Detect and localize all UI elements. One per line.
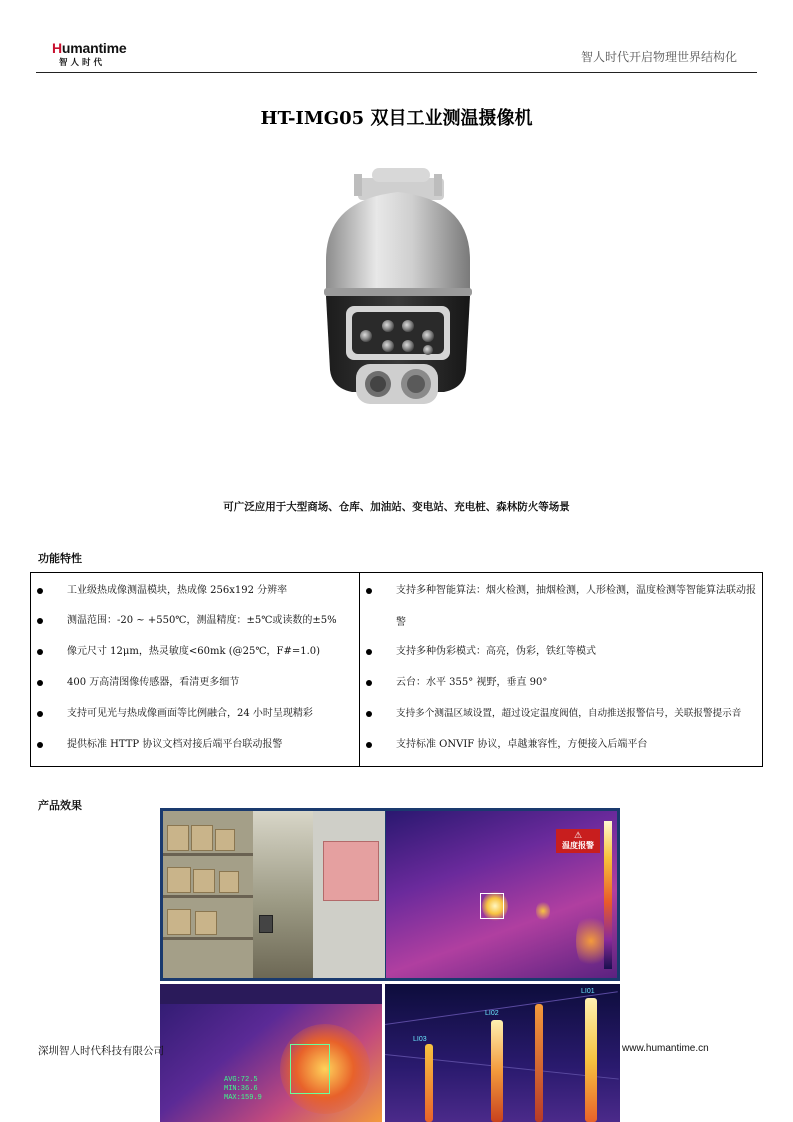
bullet-icon bbox=[366, 680, 372, 686]
bullet-icon bbox=[366, 649, 372, 655]
product-image-camera bbox=[316, 160, 480, 420]
warehouse-comparison-image bbox=[160, 808, 620, 981]
footer-company: 深圳智人时代科技有限公司 bbox=[38, 1045, 164, 1057]
thermal-view bbox=[386, 811, 617, 978]
feature-item: 支持多种伪彩模式：高亮，伪彩，铁红等模式 bbox=[396, 644, 756, 660]
feature-item: 400 万高清图像传感器，看清更多细节 bbox=[67, 675, 351, 691]
application-caption: 可广泛应用于大型商场、仓库、加油站、变电站、充电桩、森林防火等场景 bbox=[223, 501, 570, 513]
bullet-icon bbox=[37, 618, 43, 624]
features-right-column bbox=[360, 573, 762, 766]
warning-icon: ⚠ bbox=[573, 831, 583, 841]
header-slogan: 智人时代开启物理世界结构化 bbox=[580, 50, 737, 64]
bullet-icon bbox=[37, 742, 43, 748]
feature-item: 支持多个测温区域设置，超过设定温度阀值，自动推送报警信号，关联报警提示音 bbox=[396, 706, 756, 722]
feature-item: 支持标准 ONVIF 协议，卓越兼容性，方便接入后端平台 bbox=[396, 737, 756, 753]
bullet-icon bbox=[37, 711, 43, 717]
visible-light-view bbox=[163, 811, 385, 978]
bullet-icon bbox=[37, 680, 43, 686]
line-label: LI03 bbox=[413, 1036, 427, 1043]
bullet-icon bbox=[366, 588, 372, 594]
feature-item: 支持可见光与热成像画面等比例融合，24 小时呈现精彩 bbox=[67, 706, 351, 722]
page-title: HT-IMG05 双目工业测温摄像机 bbox=[260, 108, 533, 129]
logo-wordmark: Humantime bbox=[52, 40, 127, 56]
equipment-thermal-image bbox=[160, 984, 382, 1122]
feature-item: 云台：水平 355° 视野，垂直 90° bbox=[396, 675, 756, 691]
bullet-icon bbox=[37, 588, 43, 594]
feature-item: 测温范围：-20 ~ +550℃，测温精度：±5℃或读数的±5% bbox=[67, 613, 351, 629]
effects-heading: 产品效果 bbox=[38, 799, 82, 812]
logo-subtitle: 智人时代 bbox=[59, 58, 106, 68]
substation-thermal-image bbox=[385, 984, 620, 1122]
header-divider bbox=[36, 72, 757, 73]
feature-item: 工业级热成像测温模块，热成像 256x192 分辨率 bbox=[67, 583, 351, 599]
feature-item: 像元尺寸 12μm，热灵敏度<60mk (@25℃，F#=1.0) bbox=[67, 644, 351, 660]
feature-item: 支持多种智能算法：烟火检测，抽烟检测，人形检测，温度检测等智能算法联动报警 bbox=[396, 575, 756, 639]
bullet-icon bbox=[37, 649, 43, 655]
bullet-icon bbox=[366, 742, 372, 748]
features-table bbox=[30, 572, 763, 767]
features-left-column bbox=[31, 573, 360, 766]
company-logo bbox=[52, 40, 127, 70]
color-scale-bar bbox=[604, 821, 612, 969]
temperature-alarm-badge: ⚠ 温度报警 bbox=[556, 829, 600, 853]
bullet-icon bbox=[366, 711, 372, 717]
roi-box bbox=[290, 1044, 330, 1094]
feature-item: 提供标准 HTTP 协议文档对接后端平台联动报警 bbox=[67, 737, 351, 753]
line-label: LI01 bbox=[581, 988, 595, 995]
roi-box bbox=[480, 893, 504, 919]
features-heading: 功能特性 bbox=[38, 552, 82, 565]
temperature-stats: AVG:72.5 MIN:36.6 MAX:159.9 bbox=[224, 1076, 262, 1102]
footer-website: www.humantime.cn bbox=[622, 1043, 709, 1054]
line-label: LI02 bbox=[485, 1010, 499, 1017]
